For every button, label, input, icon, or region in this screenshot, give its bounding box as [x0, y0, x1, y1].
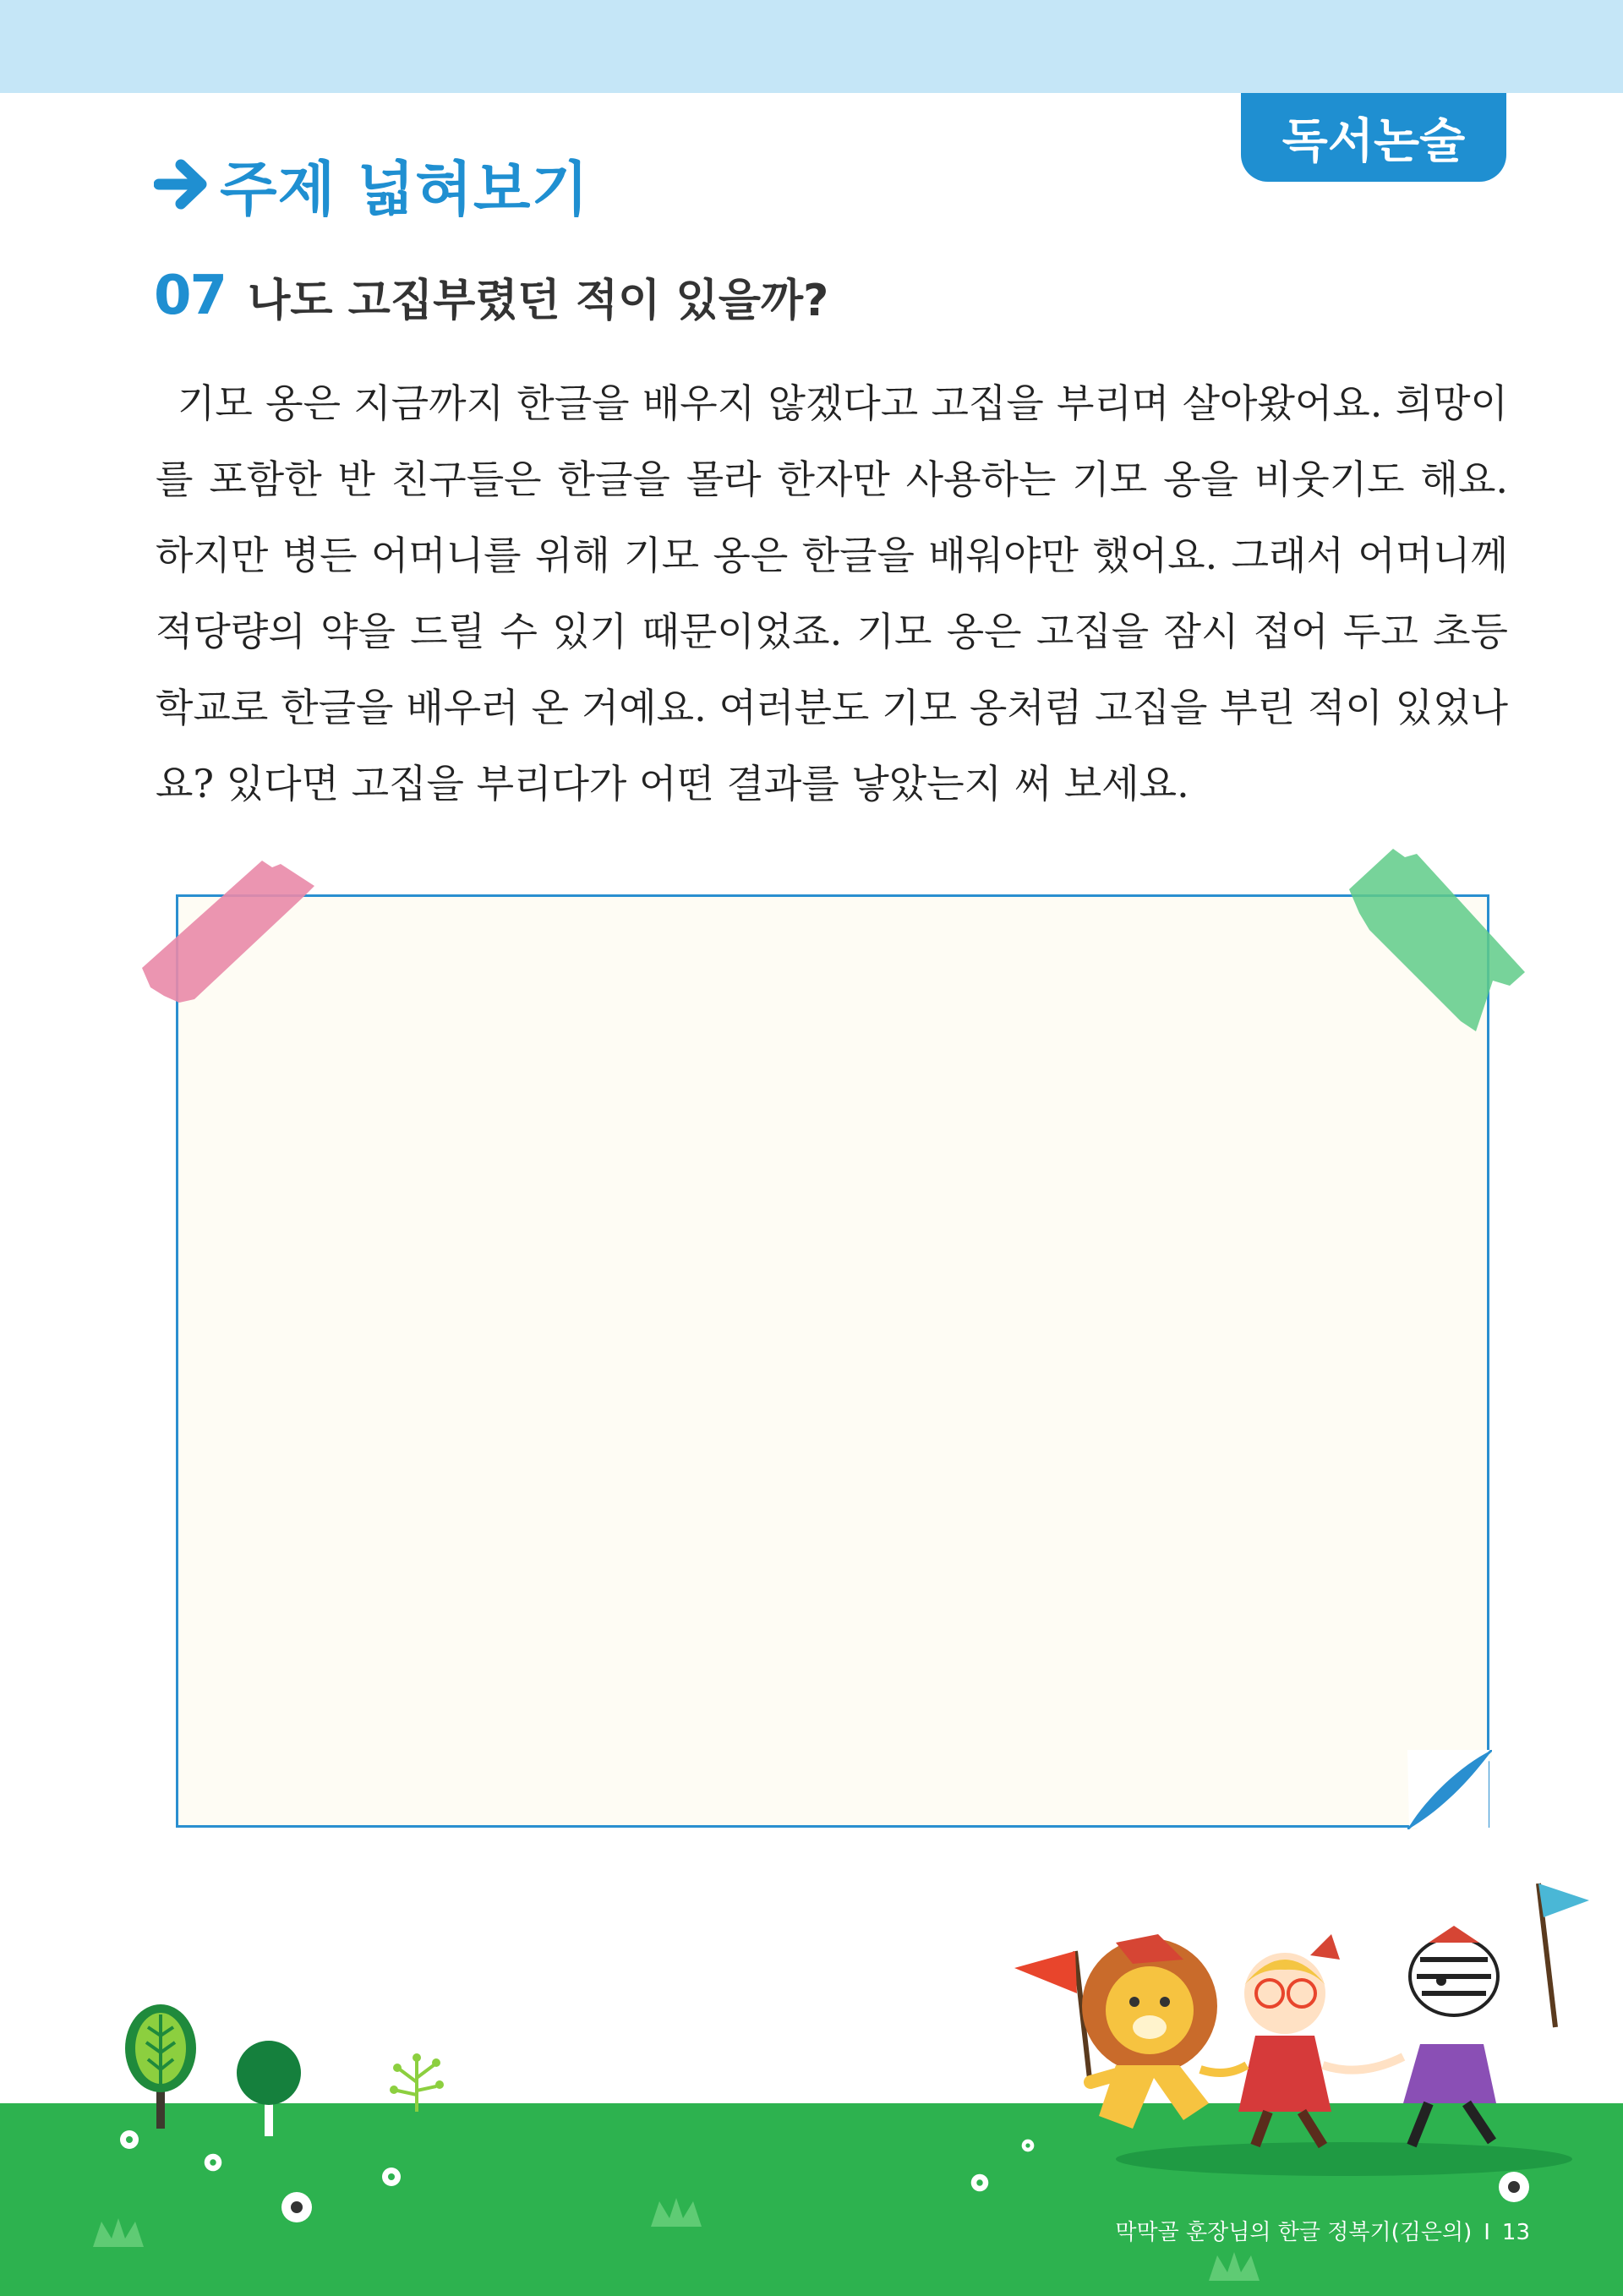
question-number: 07: [154, 265, 227, 327]
flower-icon: [968, 2171, 992, 2195]
flower-icon: [379, 2164, 404, 2189]
grass-tuft: [93, 2218, 144, 2247]
page-curl-corner: [1407, 1750, 1492, 1829]
section-heading: [154, 145, 589, 223]
round-tree-illustration: [235, 2039, 303, 2136]
pink-tape: [135, 854, 321, 1010]
flower-icon: [201, 2151, 225, 2174]
body-paragraph: 기모 옹은 지금까지 한글을 배우지 않겠다고 고집을 부리며 살아왔어요. 희망이를 포함한 반 친구들은 한글을 몰라 한자만 사용하는 기모 옹을 비웃기도 해요. 하지만 병든 어머니를 위해 기모 옹은 한글을 배워야만 했어요. 그래서 어머니께 적당량의 약을 드릴 수 있기 때문이었죠. 기모 옹은 고집을 잠시 접어 두고 초등학교로 한글을 배우러 온 거예요. 여러분도 기모 옹처럼 고집을 부린 적이 있었나요? 있다면 고집을 부리다가 어떤 결과를 낳았는지 써 보세요.: [156, 380, 1508, 806]
answer-box[interactable]: [176, 894, 1489, 1828]
footer-separator: I: [1484, 2220, 1490, 2245]
top-band: [0, 0, 1623, 93]
green-tape: [1344, 845, 1530, 1036]
animal-parade-illustration: [1006, 1875, 1589, 2179]
arrow-right-icon: [154, 156, 210, 212]
footer-book-title: 막막골 훈장님의 한글 정복기(김은의): [1115, 2220, 1473, 2245]
sprout-illustration: [387, 2044, 446, 2112]
category-badge: 독서논술: [1241, 93, 1506, 182]
question-heading: [154, 264, 828, 328]
flower-icon: [117, 2127, 142, 2152]
question-text: 나도 고집부렸던 적이 있을까?: [248, 275, 829, 326]
leaf-tree-illustration: [123, 2002, 199, 2129]
page-footer: [1115, 2215, 1530, 2246]
flower-icon: [277, 2188, 316, 2227]
grass-tuft: [651, 2198, 702, 2227]
grass-tuft: [1209, 2252, 1260, 2281]
section-title: 주제 넓혀보기: [220, 154, 590, 224]
page-number: 13: [1501, 2220, 1530, 2245]
